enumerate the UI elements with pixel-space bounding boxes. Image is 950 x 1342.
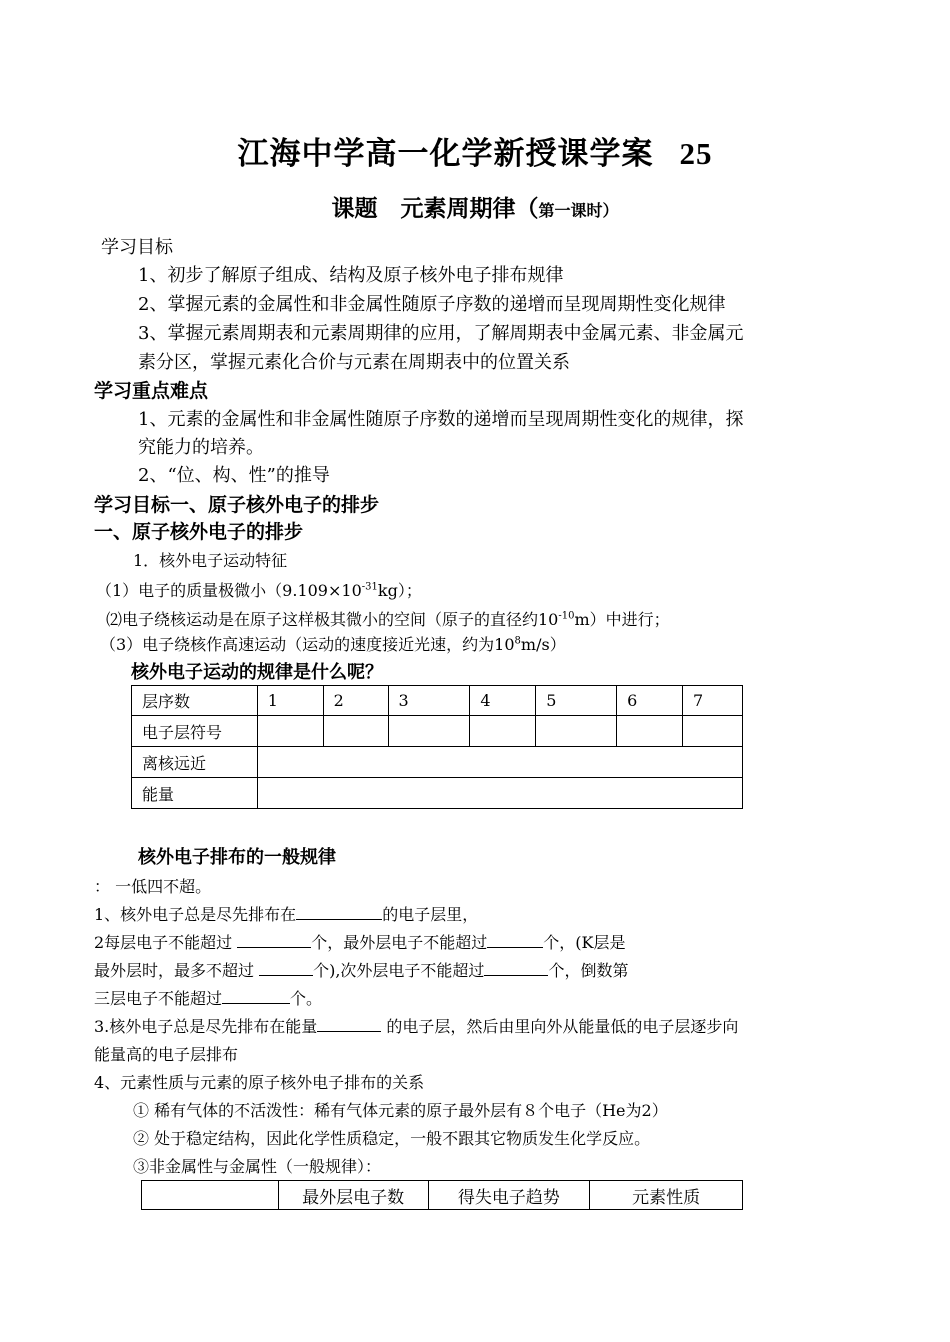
header-electron-tendency: 得失电子趋势 — [428, 1181, 590, 1210]
c2-text: ⑵电子绕核运动是在原子这样极其微小的空间（原子的直径约10 — [106, 610, 559, 629]
rule-text: 个。 — [290, 989, 323, 1008]
table-row — [132, 716, 743, 747]
row-label-layer: 层序数 — [132, 686, 258, 716]
page-title — [0, 128, 950, 173]
sub-rule-1: ① 稀有气体的不活泼性：稀有气体元素的原子最外层有８个电子（He为2） — [133, 1101, 668, 1120]
rule-text: 2每层电子不能超过 — [94, 933, 238, 952]
blank-cell[interactable] — [323, 716, 388, 747]
table-row — [142, 1181, 743, 1210]
row-label-symbol: 电子层符号 — [132, 716, 258, 747]
blank-cell[interactable] — [388, 716, 470, 747]
rule-3 — [94, 1014, 738, 1037]
rule-text: 个，倒数第 — [548, 961, 629, 980]
blank-header-cell — [142, 1181, 279, 1210]
key-points-heading: 学习重点难点 — [94, 380, 209, 402]
characteristic-3 — [100, 632, 566, 655]
layer-2: 2 — [323, 686, 388, 716]
objective-item: 素分区，掌握元素化合价与元素在周期表中的位置关系 — [138, 352, 570, 373]
rule-text: 最外层时，最多不超过 — [94, 961, 260, 980]
objective-item: 3、掌握元素周期表和元素周期律的应用，了解周期表中金属元素、非金属元 — [138, 323, 744, 344]
characteristic-1 — [96, 578, 422, 601]
blank-cell[interactable] — [617, 716, 683, 747]
layer-7: 7 — [683, 686, 743, 716]
sub-rule-2: ② 处于稳定结构，因此化学性质稳定，一般不跟其它物质发生化学反应。 — [133, 1129, 651, 1148]
c2-unit: m）中进行； — [574, 610, 670, 629]
row-label-energy: 能量 — [132, 778, 258, 809]
blank-cell[interactable] — [257, 747, 742, 778]
rule-3-cont: 能量高的电子层排布 — [94, 1045, 239, 1064]
rule-text: 1、核外电子总是尽先排布在 — [94, 905, 297, 924]
rule-text: 个),次外层电子不能超过 — [313, 961, 485, 980]
rule-4: 4、元素性质与元素的原子核外电子排布的关系 — [94, 1073, 425, 1092]
fill-blank[interactable] — [487, 931, 543, 948]
fill-blank[interactable] — [484, 959, 548, 976]
title-number: 25 — [679, 136, 713, 171]
layer-3: 3 — [388, 686, 470, 716]
fill-blank[interactable] — [222, 987, 290, 1004]
layer-1: 1 — [257, 686, 323, 716]
rule-text: 的电子层，然后由里向外从能量低的电子层逐步向 — [381, 1017, 739, 1036]
c1-unit: kg）； — [377, 581, 422, 600]
fill-blank[interactable] — [237, 931, 311, 948]
layer-5: 5 — [536, 686, 617, 716]
c1-text: （1）电子的质量极微小（9.109×10 — [96, 581, 362, 600]
electron-shell-table — [131, 685, 743, 809]
c1-exponent: -31 — [361, 581, 378, 593]
row-label-distance: 离核远近 — [132, 747, 258, 778]
blank-cell[interactable] — [470, 716, 536, 747]
c3-exponent: 8 — [514, 635, 521, 647]
property-table — [141, 1180, 743, 1210]
objective-item: 1、初步了解原子组成、结构及原子核外电子排布规律 — [138, 265, 564, 286]
key-point-item: 究能力的培养。 — [138, 437, 264, 458]
layer-6: 6 — [617, 686, 683, 716]
point-heading: 1．核外电子运动特征 — [133, 551, 288, 570]
c3-text: （3）电子绕核作高速运动（运动的速度接近光速，约为10 — [100, 635, 515, 654]
blank-cell[interactable] — [683, 716, 743, 747]
rule-text: 的电子层里， — [382, 905, 479, 924]
subtitle-main: 课题 元素周期律（ — [331, 196, 539, 222]
rule-text: 个，(K层是 — [543, 933, 626, 952]
blank-cell[interactable] — [257, 716, 323, 747]
section-heading: 学习目标一、原子核外电子的排步 — [94, 494, 380, 516]
rule-2 — [94, 930, 626, 953]
rules-heading: 核外电子排布的一般规律 — [138, 847, 336, 868]
rule-1 — [94, 902, 478, 925]
question-heading: 核外电子运动的规律是什么呢？ — [131, 662, 383, 683]
page-subtitle — [0, 190, 950, 223]
table-row — [132, 747, 743, 778]
sub-rule-3: ③非金属性与金属性（一般规律）： — [133, 1157, 382, 1176]
objectives-heading: 学习目标 — [101, 237, 173, 258]
sub-heading: 一、原子核外电子的排步 — [94, 521, 304, 543]
fill-blank[interactable] — [259, 959, 313, 976]
fill-blank[interactable] — [296, 903, 382, 920]
rule-text: 三层电子不能超过 — [94, 989, 223, 1008]
title-text: 江海中学高一化学新授课学案 — [237, 136, 654, 172]
rule-2-cont — [94, 958, 628, 981]
rule-text: 3.核外电子总是尽先排布在能量 — [94, 1017, 318, 1036]
c3-unit: m/s） — [520, 635, 566, 654]
header-outer-electrons: 最外层电子数 — [278, 1181, 428, 1210]
rule-2-end — [94, 986, 322, 1009]
c2-exponent: -10 — [558, 610, 575, 622]
rules-summary: ： 一低四不超。 — [94, 877, 212, 896]
key-point-item: 2、“位、构、性”的推导 — [138, 465, 330, 486]
layer-4: 4 — [470, 686, 536, 716]
objective-item: 2、掌握元素的金属性和非金属性随原子序数的递增而呈现周期性变化规律 — [138, 294, 726, 315]
blank-cell[interactable] — [257, 778, 742, 809]
table-row — [132, 686, 743, 716]
rule-text: 个，最外层电子不能超过 — [311, 933, 488, 952]
table-row — [132, 778, 743, 809]
blank-cell[interactable] — [536, 716, 617, 747]
header-element-property: 元素性质 — [590, 1181, 743, 1210]
characteristic-2 — [106, 607, 670, 630]
fill-blank[interactable] — [317, 1015, 381, 1032]
subtitle-lesson: 第一课时） — [538, 201, 619, 220]
key-point-item: 1、元素的金属性和非金属性随原子序数的递增而呈现周期性变化的规律，探 — [138, 409, 744, 430]
